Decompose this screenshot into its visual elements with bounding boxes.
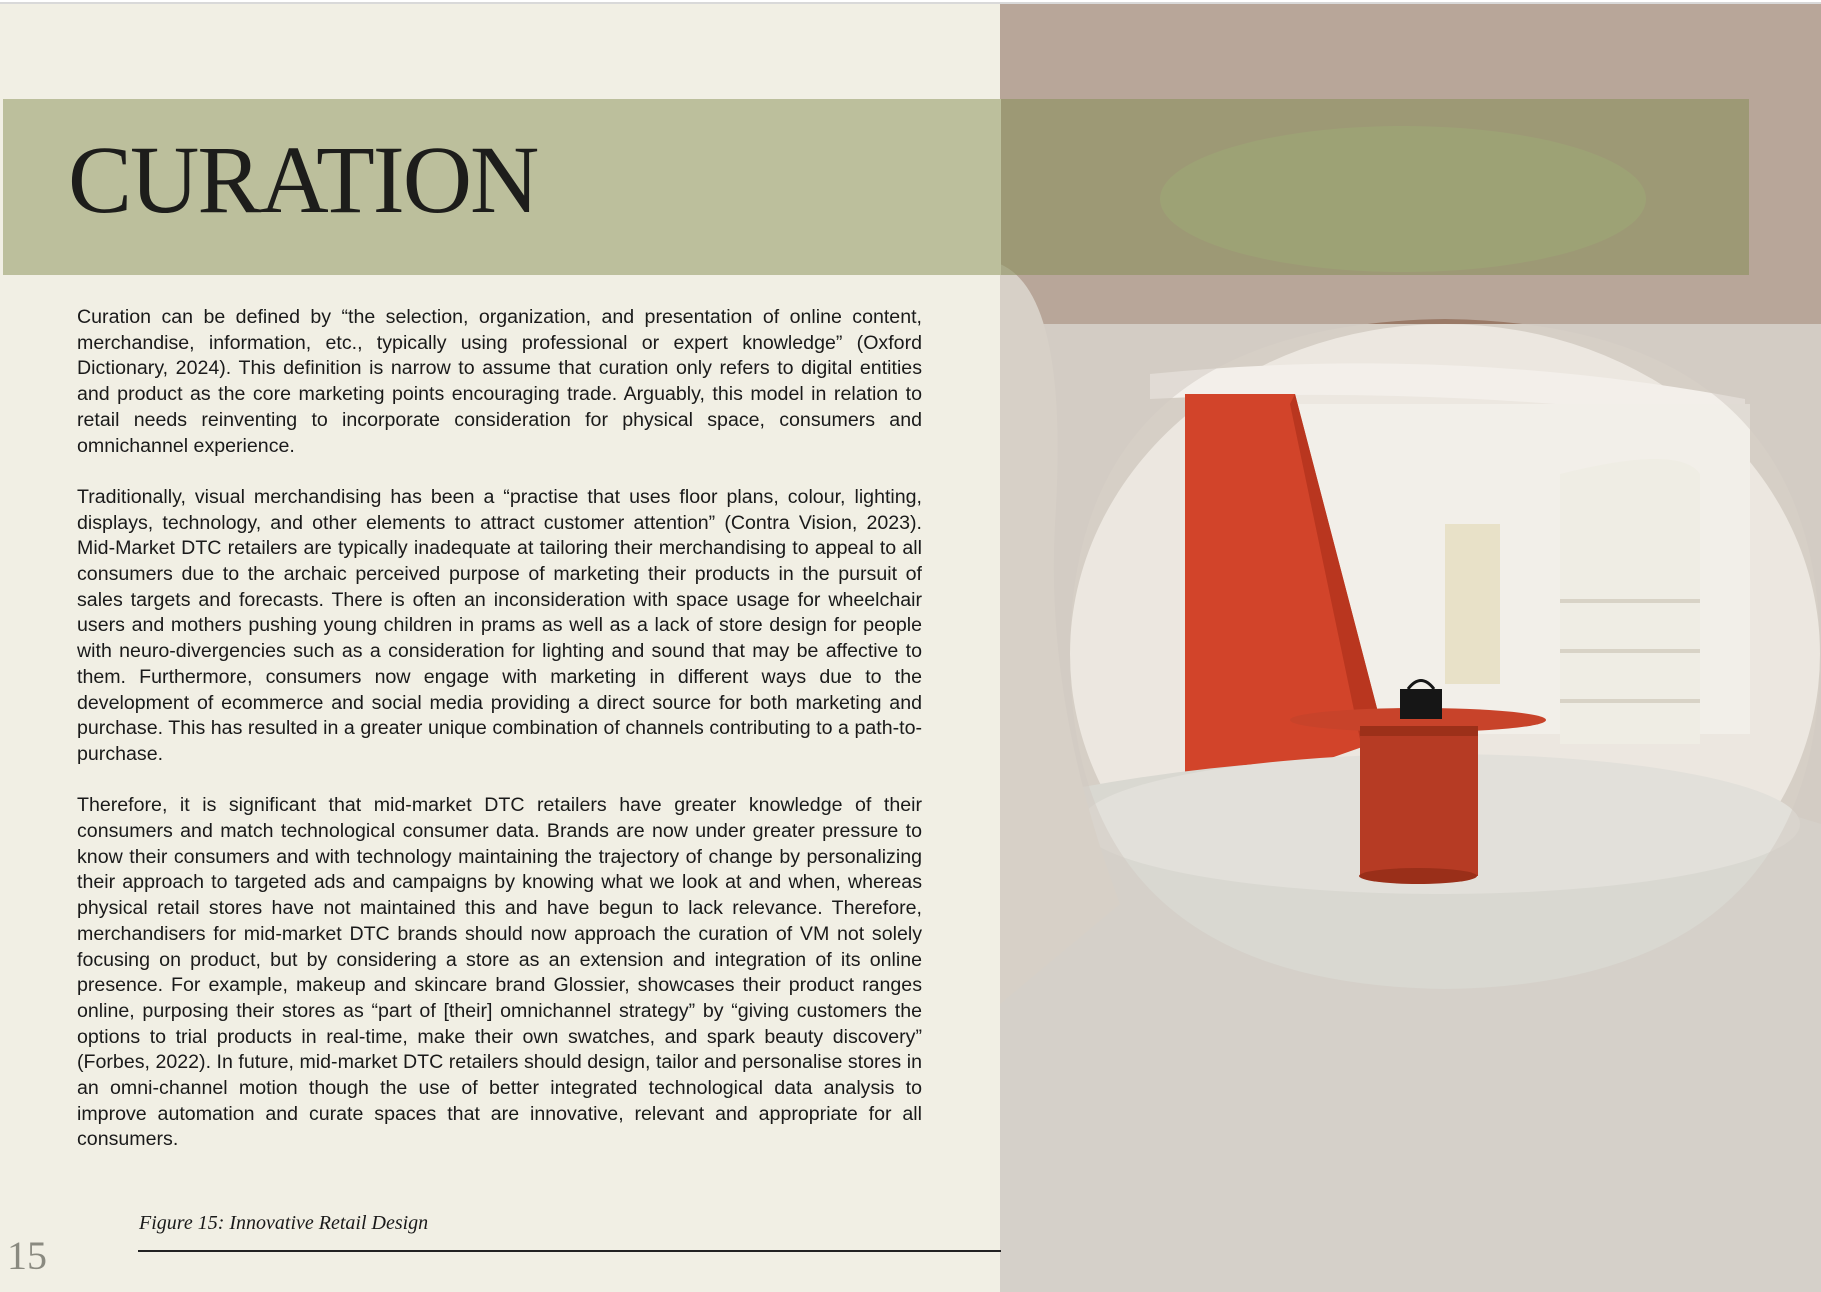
figure-caption: Figure 15: Innovative Retail Design xyxy=(139,1212,429,1234)
body-text xyxy=(77,305,922,1179)
title-band-overlay xyxy=(1001,99,1749,275)
caption-rule xyxy=(138,1250,1001,1252)
paragraph: Traditionally, visual merchandising has been a “practise that uses floor plans, colour, lighting, displays, technology, and other elements to attract customer attention” (Contra Vision, 2023). Mid-Market DTC retailers are typically inadequate at tailoring their merchandising to appeal to all consumers due to the archaic perceived purpose of marketing their products in the pursuit of sales targets and forecasts. There is often an inconsideration with space usage for wheelchair users and mothers pushing young children in prams as well as a lack of store design for people with neuro-divergencies such as a consideration for lighting and sound that may be affective to them. Furthermore, consumers now engage with marketing in different ways due to the development of ecommerce and social media providing a direct source for both marketing and purchase. This has resulted in a greater unique combination of channels contributing to a path-to-purchase. xyxy=(77,485,922,765)
page-title: CURATION xyxy=(68,126,538,233)
paragraph: Curation can be defined by “the selection, organization, and presentation of online content, merchandise, information, etc., typically using professional or expert knowledge” (Oxford Dictionary, 2024). This definition is narrow to assume that curation only refers to digital entities and product as the core marketing points encouraging trade. Arguably, this model in relation to retail needs reinventing to incorporate consideration for physical space, consumers and omnichannel experience. xyxy=(77,306,922,457)
page-number: 15 xyxy=(7,1233,47,1278)
paragraph: Therefore, it is significant that mid-market DTC retailers have greater knowledge of their consumers and match technological consumer data. Brands are now under greater pressure to know their consumers and with technology maintaining the trajectory of change by personalizing their approach to targeted ads and campaigns by knowing what we look at and when, whereas physical retail stores have not maintained this and have begun to lack relevance. Therefore, merchandisers for mid-market DTC brands should now approach the curation of VM not solely focusing on product, but by considering a store as an extension and integration of its online presence. For example, makeup and skincare brand Glossier, showcases their product ranges online, purposing their stores as “part of [their] omnichannel strategy” by “giving customers the options to trial products in real-time, make their own swatches, and spark beauty discovery” (Forbes, 2022). In future, mid-market DTC retailers should design, tailor and personalise stores in an omni-channel motion though the use of better integrated technological data analysis to improve automation and curate spaces that are innovative, relevant and appropriate for all consumers. xyxy=(77,794,922,1151)
